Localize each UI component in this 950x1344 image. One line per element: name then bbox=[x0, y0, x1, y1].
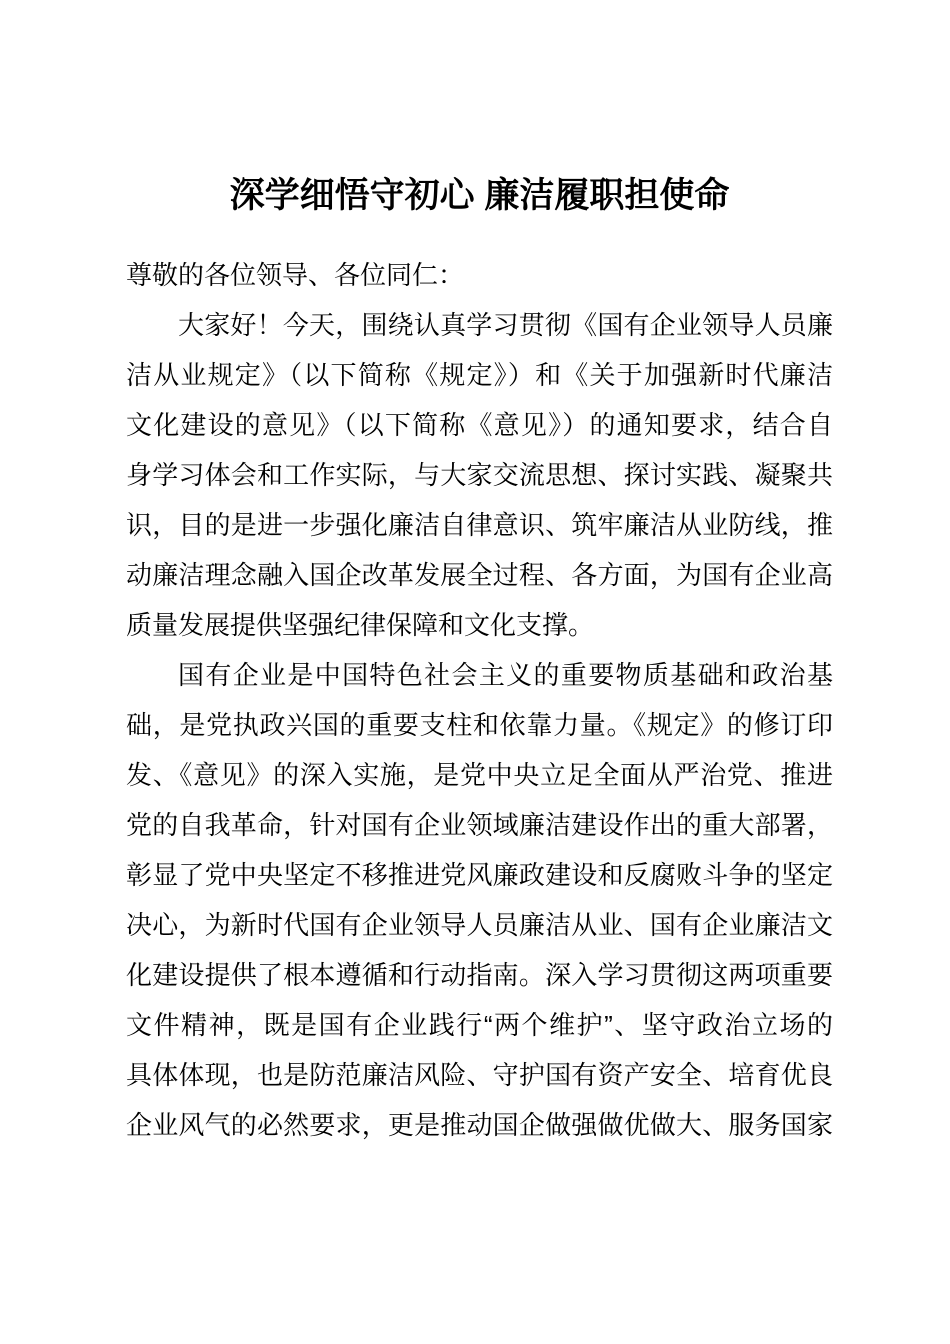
text-line: 化建设提供了根本遵循和行动指南。深入学习贯彻这两项重要 bbox=[126, 960, 833, 990]
salutation-line: 尊敬的各位领导、各位同仁： bbox=[126, 260, 465, 290]
paragraphs-container bbox=[126, 300, 833, 1150]
text-line: 质量发展提供坚强纪律保障和文化支撑。 bbox=[126, 610, 595, 640]
text-line: 国有企业是中国特色社会主义的重要物质基础和政治基 bbox=[178, 660, 833, 690]
text-line: 发、《意见》的深入实施，是党中央立足全面从严治党、推进 bbox=[126, 760, 833, 790]
text-line: 动廉洁理念融入国企改革发展全过程、各方面，为国有企业高 bbox=[126, 560, 833, 590]
text-line: 识，目的是进一步强化廉洁自律意识、筑牢廉洁从业防线，推 bbox=[126, 510, 833, 540]
text-line: 础，是党执政兴国的重要支柱和依靠力量。《规定》的修订印 bbox=[126, 710, 833, 740]
text-line: 党的自我革命，针对国有企业领域廉洁建设作出的重大部署， bbox=[126, 810, 833, 840]
text-line: 决心，为新时代国有企业领导人员廉洁从业、国有企业廉洁文 bbox=[126, 910, 833, 940]
text-line: 洁从业规定》（以下简称《规定》）和《关于加强新时代廉洁 bbox=[126, 360, 833, 390]
text-line: 大家好！今天，围绕认真学习贯彻《国有企业领导人员廉 bbox=[178, 310, 833, 340]
text-line: 身学习体会和工作实际，与大家交流思想、探讨实践、凝聚共 bbox=[126, 460, 833, 490]
text-line: 文化建设的意见》（以下简称《意见》）的通知要求，结合自 bbox=[126, 410, 833, 440]
document-body bbox=[126, 250, 833, 1150]
text-line: 文件精神，既是国有企业践行“两个维护”、坚守政治立场的 bbox=[126, 1010, 833, 1040]
text-line: 具体体现，也是防范廉洁风险、守护国有资产安全、培育优良 bbox=[126, 1060, 833, 1090]
text-line: 企业风气的必然要求，更是推动国企做强做优做大、服务国家 bbox=[126, 1110, 833, 1140]
text-line: 彰显了党中央坚定不移推进党风廉政建设和反腐败斗争的坚定 bbox=[126, 860, 833, 890]
document-title: 深学细悟守初心 廉洁履职担使命 bbox=[229, 176, 730, 215]
